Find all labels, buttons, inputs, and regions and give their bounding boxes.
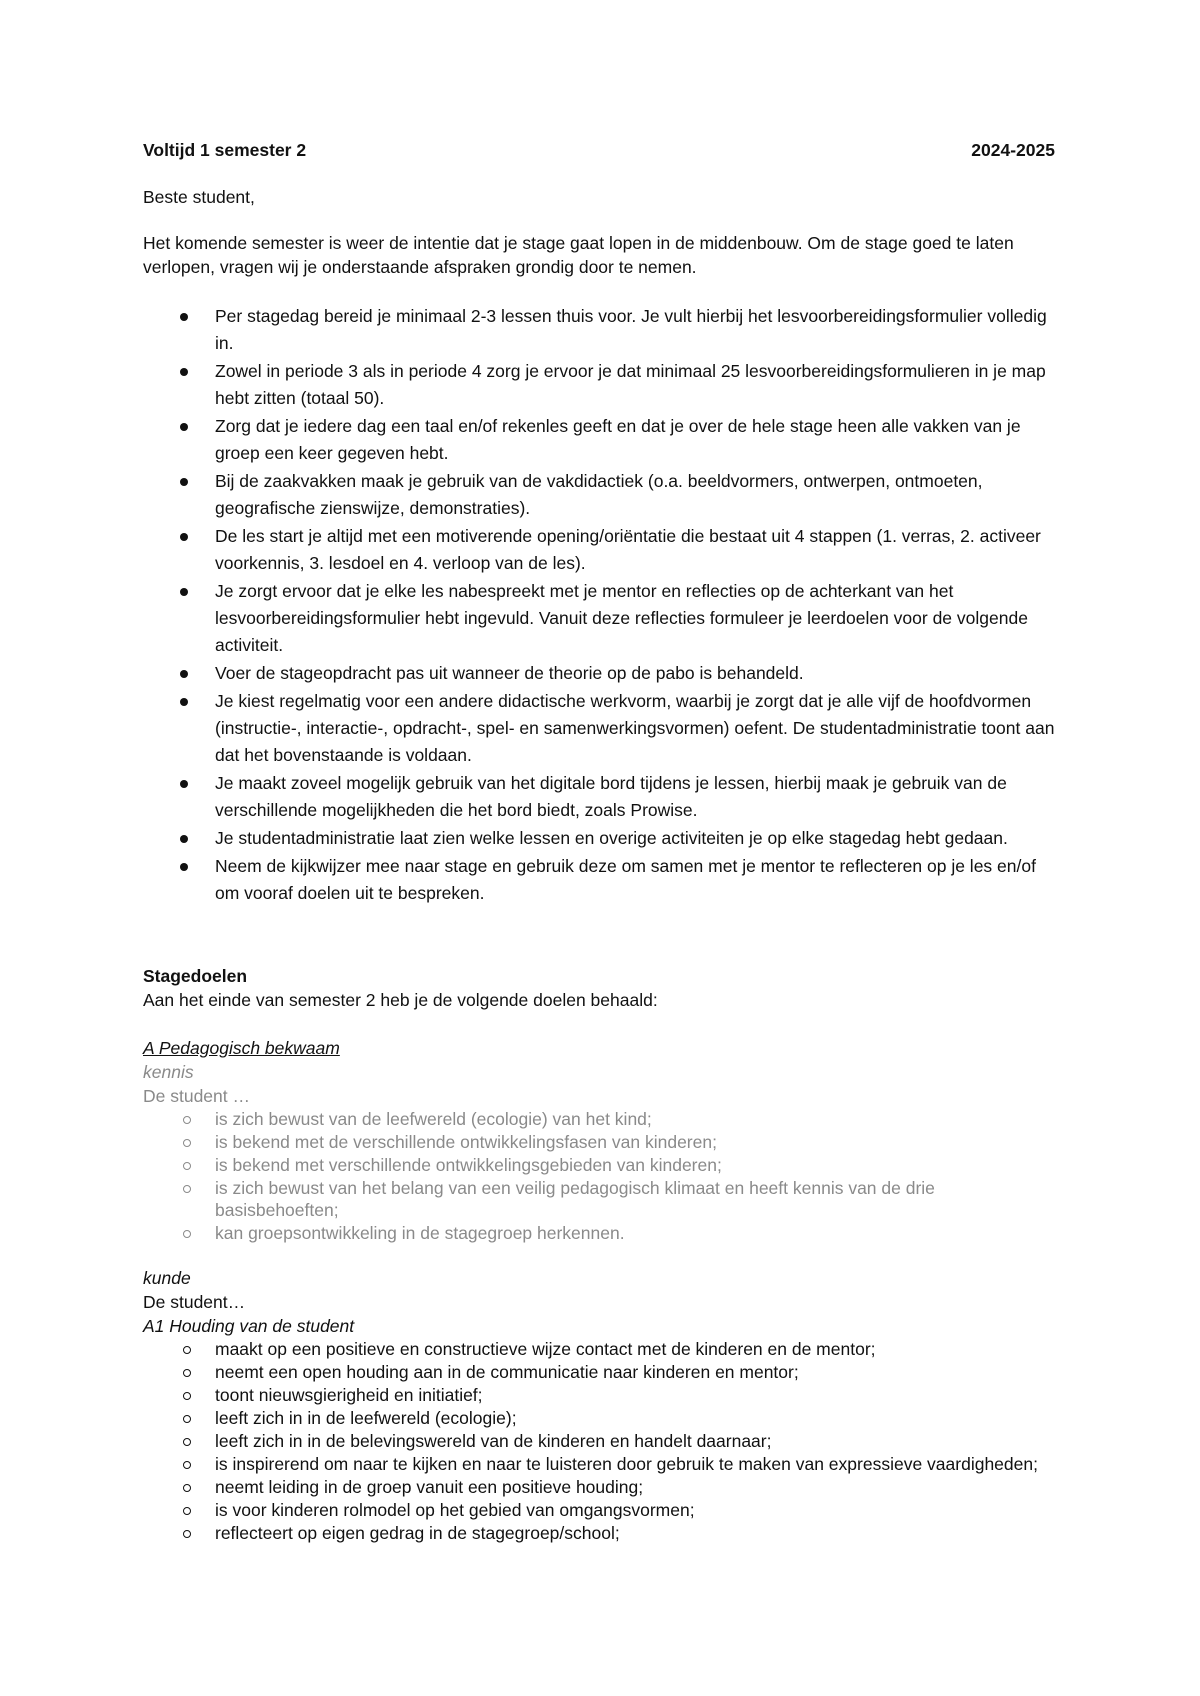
list-item <box>143 1177 1055 1221</box>
list-item <box>143 358 1055 412</box>
agreement-text: Je maakt zoveel mogelijk gebruik van het digitale bord tijdens je lessen, hierbij maak je gebruik van de verschillende mogelijkheden die het bord biedt, zoals Prowise. <box>215 773 1007 820</box>
kennis-intro: De student … <box>143 1086 250 1106</box>
kunde-item-text: is voor kinderen rolmodel op het gebied van omgangsvormen; <box>215 1500 695 1520</box>
bullet-icon <box>180 698 188 706</box>
kunde-intro: De student… <box>143 1292 246 1312</box>
list-item <box>143 1222 1055 1244</box>
kennis-item-text: is zich bewust van het belang van een veilig pedagogisch klimaat en heeft kennis van de drie basisbehoeften; <box>215 1178 935 1220</box>
circle-bullet-icon <box>183 1185 191 1193</box>
stagedoelen-heading: Stagedoelen <box>143 966 248 986</box>
bullet-icon <box>180 835 188 843</box>
kunde-item-text: leeft zich in in de leefwereld (ecologie); <box>215 1408 517 1428</box>
document-page <box>143 138 1055 1545</box>
agreement-text: Je studentadministratie laat zien welke lessen en overige activiteiten je op elke stagedag hebt gedaan. <box>215 828 1008 848</box>
agreement-text: Zorg dat je iedere dag een taal en/of rekenles geeft en dat je over de hele stage heen alle vakken van je groep een keer gegeven hebt. <box>215 416 1021 463</box>
kunde-item-text: maakt op een positieve en constructieve wijze contact met de kinderen en de mentor; <box>215 1339 876 1359</box>
kennis-item-text: is bekend met de verschillende ontwikkelingsfasen van kinderen; <box>215 1132 717 1152</box>
circle-bullet-icon <box>183 1162 191 1170</box>
circle-bullet-icon <box>183 1139 191 1147</box>
circle-bullet-icon <box>183 1484 191 1492</box>
list-item <box>143 578 1055 659</box>
list-item <box>143 1361 1055 1383</box>
agreement-text: De les start je altijd met een motiverende opening/oriëntatie die bestaat uit 4 stappen (1. verras, 2. activeer voorkennis, 3. lesdoel en 4. verloop van de les). <box>215 526 1041 573</box>
greeting: Beste student, <box>143 187 255 207</box>
circle-bullet-icon <box>183 1392 191 1400</box>
stagedoelen-subtitle: Aan het einde van semester 2 heb je de volgende doelen behaald: <box>143 990 658 1010</box>
bullet-icon <box>180 478 188 486</box>
kunde-label: kunde <box>143 1268 191 1288</box>
kennis-item-text: is zich bewust van de leefwereld (ecologie) van het kind; <box>215 1109 652 1129</box>
circle-bullet-icon <box>183 1461 191 1469</box>
kunde-item-text: toont nieuwsgierigheid en initiatief; <box>215 1385 483 1405</box>
agreements-list <box>143 303 1055 907</box>
school-year: 2024-2025 <box>971 140 1055 160</box>
agreement-text: Per stagedag bereid je minimaal 2-3 lessen thuis voor. Je vult hierbij het lesvoorbereidingsformulier volledig in. <box>215 306 1047 353</box>
agreement-text: Voer de stageopdracht pas uit wanneer de theorie op de pabo is behandeld. <box>215 663 804 683</box>
circle-bullet-icon <box>183 1507 191 1515</box>
list-item <box>143 1154 1055 1176</box>
circle-bullet-icon <box>183 1369 191 1377</box>
kennis-item-text: is bekend met verschillende ontwikkelingsgebieden van kinderen; <box>215 1155 722 1175</box>
bullet-icon <box>180 780 188 788</box>
list-item <box>143 1384 1055 1406</box>
kunde-item-text: leeft zich in in de belevingswereld van de kinderen en handelt daarnaar; <box>215 1431 772 1451</box>
agreement-text: Zowel in periode 3 als in periode 4 zorg je ervoor je dat minimaal 25 lesvoorbereidingsformulieren in je map hebt zitten (totaal 50). <box>215 361 1046 408</box>
houding-heading: A1 Houding van de student <box>143 1316 355 1336</box>
list-item <box>143 1407 1055 1429</box>
kunde-item-text: reflecteert op eigen gedrag in de stagegroep/school; <box>215 1523 620 1543</box>
circle-bullet-icon <box>183 1530 191 1538</box>
list-item <box>143 523 1055 577</box>
kennis-list <box>143 1108 1055 1244</box>
list-item <box>143 1499 1055 1521</box>
kunde-item-text: neemt een open houding aan in de communicatie naar kinderen en mentor; <box>215 1362 799 1382</box>
circle-bullet-icon <box>183 1230 191 1238</box>
pedagogisch-bekwaam-heading: A Pedagogisch bekwaam <box>143 1038 340 1058</box>
kunde-item-text: is inspirerend om naar te kijken en naar te luisteren door gebruik te maken van expressieve vaardigheden; <box>215 1454 1038 1474</box>
agreement-text: Je kiest regelmatig voor een andere didactische werkvorm, waarbij je zorgt dat je alle vijf de hoofdvormen (instructie-, interactie-, opdracht-, spel- en samenwerkingsvormen) oefent. De studentadministratie toont aan dat het bovenstaande is voldaan. <box>215 691 1055 765</box>
list-item <box>143 303 1055 357</box>
agreement-text: Bij de zaakvakken maak je gebruik van de vakdidactiek (o.a. beeldvormers, ontwerpen, ontmoeten, geografische zienswijze, demonstraties). <box>215 471 983 518</box>
bullet-icon <box>180 588 188 596</box>
bullet-icon <box>180 423 188 431</box>
bullet-icon <box>180 533 188 541</box>
kennis-label: kennis <box>143 1062 194 1082</box>
intro-paragraph: Het komende semester is weer de intentie dat je stage gaat lopen in de middenbouw. Om de stage goed te laten verlopen, vragen wij je onderstaande afspraken grondig door te nemen. <box>143 233 1014 277</box>
list-item <box>143 853 1055 907</box>
kunde-section <box>143 1266 1055 1544</box>
bullet-icon <box>180 670 188 678</box>
agreement-text: Je zorgt ervoor dat je elke les nabespreekt met je mentor en reflecties op de achterkant van het lesvoorbereidingsformulier hebt ingevuld. Vanuit deze reflecties formuleer je leerdoelen voor de volgende activiteit. <box>215 581 1028 655</box>
list-item <box>143 1338 1055 1360</box>
bullet-icon <box>180 313 188 321</box>
list-item <box>143 660 1055 687</box>
list-item <box>143 413 1055 467</box>
list-item <box>143 1522 1055 1544</box>
circle-bullet-icon <box>183 1116 191 1124</box>
agreement-text: Neem de kijkwijzer mee naar stage en gebruik deze om samen met je mentor te reflecteren op je les en/of om vooraf doelen uit te bespreken. <box>215 856 1036 903</box>
kunde-list <box>143 1338 1055 1544</box>
list-item <box>143 1476 1055 1498</box>
list-item <box>143 770 1055 824</box>
circle-bullet-icon <box>183 1346 191 1354</box>
kunde-item-text: neemt leiding in de groep vanuit een positieve houding; <box>215 1477 644 1497</box>
kennis-section <box>143 1060 1055 1244</box>
list-item <box>143 825 1055 852</box>
circle-bullet-icon <box>183 1438 191 1446</box>
circle-bullet-icon <box>183 1415 191 1423</box>
list-item <box>143 468 1055 522</box>
bullet-icon <box>180 863 188 871</box>
list-item <box>143 1430 1055 1452</box>
list-item <box>143 1131 1055 1153</box>
list-item <box>143 1108 1055 1130</box>
list-item <box>143 688 1055 769</box>
list-item <box>143 1453 1055 1475</box>
bullet-icon <box>180 368 188 376</box>
document-header <box>143 138 1055 162</box>
document-title: Voltijd 1 semester 2 <box>143 140 307 160</box>
kennis-item-text: kan groepsontwikkeling in de stagegroep herkennen. <box>215 1223 625 1243</box>
